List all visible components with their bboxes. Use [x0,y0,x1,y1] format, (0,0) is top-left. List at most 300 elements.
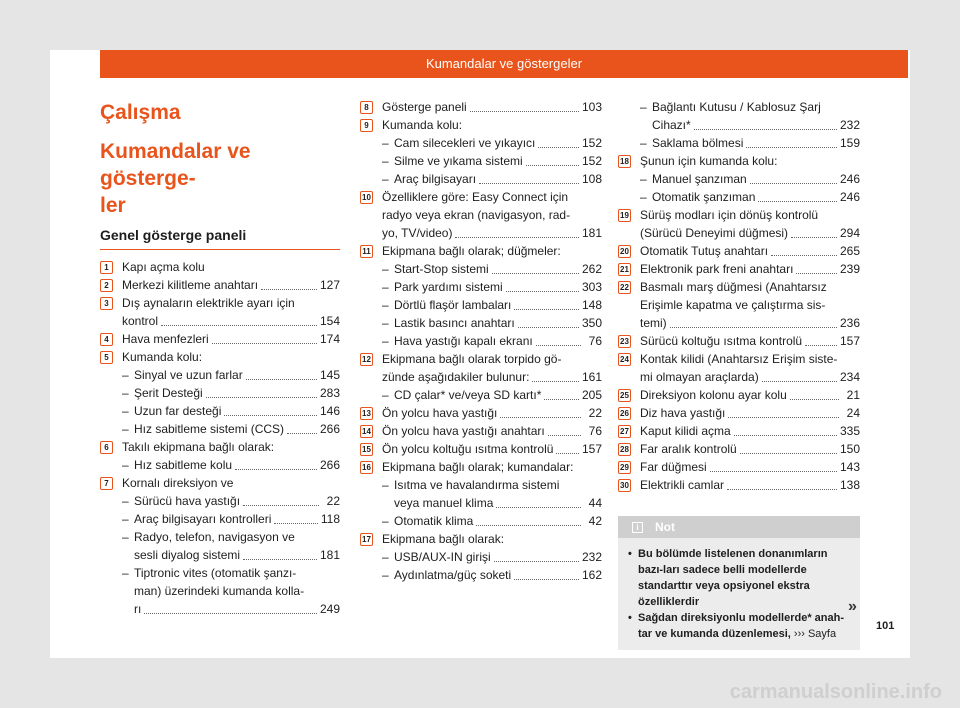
page-ref[interactable]: 232 [839,118,860,132]
entry-text: – Cam silecekleri ve yıkayıcı [394,136,536,150]
page-ref[interactable]: 239 [839,262,860,276]
entry-line [640,278,860,296]
dot-leader [235,469,317,470]
callout-number: 28 [618,443,631,456]
entry-line [394,386,602,404]
entry-line [134,564,340,582]
entry-line [394,548,602,566]
entry-text: – CD çalar* ve/veya SD kartı* [394,388,542,402]
entry-text: man) üzerindeki kumanda kolla- [134,584,305,598]
page-ref[interactable]: 303 [581,280,602,294]
page-ref[interactable]: 143 [839,460,860,474]
entry-text: Ekipmana bağlı olarak: [382,532,505,546]
entry-line [134,582,340,600]
page-ref[interactable]: 161 [581,370,602,384]
entry-line [394,152,602,170]
list-item [100,276,340,294]
entry-line [134,510,340,528]
entry-line [382,440,602,458]
entry-text: rı [134,602,142,616]
page-ref[interactable]: 118 [320,512,340,526]
entry-line [394,296,602,314]
note-body [618,538,860,650]
callout-number: 14 [360,425,373,438]
subsection-title: Genel gösterge paneli [100,225,340,250]
list-item [618,476,860,494]
entry-text: – Bağlantı Kutusu / Kablosuz Şarj [652,100,821,114]
dot-leader [144,613,317,614]
entry-line [382,224,602,242]
entry-text: – Şerit Desteği [134,386,203,400]
dot-leader [771,255,837,256]
entry-text: Merkezi kilitleme anahtarı [122,278,259,292]
entry-text: Dış aynaların elektrikle ayarı için [122,296,295,310]
callout-number: 9 [360,119,373,132]
list-item [618,206,860,242]
sub-item [122,528,340,564]
page-ref[interactable]: 21 [846,388,860,402]
dot-leader [274,523,317,524]
callout-number: 20 [618,245,631,258]
note-bullet [628,610,852,642]
dot-leader [514,579,579,580]
page-ref[interactable]: 146 [319,404,340,418]
entry-text: radyo veya ekran (navigasyon, rad- [382,208,571,222]
entry-line [652,116,860,134]
page-ref[interactable]: 335 [839,424,860,438]
entry-line [134,402,340,420]
entry-text: Takılı ekipmana bağlı olarak: [122,440,275,454]
note-header [618,516,860,538]
entry-line [134,546,340,564]
page-ref[interactable]: 266 [319,422,340,436]
entry-line [640,404,860,422]
entry-text: zünde aşağıdakiler bulunur: [382,370,530,384]
entry-line [382,422,602,440]
entry-text: Far düğmesi [640,460,707,474]
list-item [100,438,340,474]
callout-number: 25 [618,389,631,402]
sub-item [122,366,340,384]
entry-line [134,456,340,474]
entry-text: Sürüş modları için dönüş kontrolü [640,208,819,222]
entry-line [382,350,602,368]
page-ref[interactable]: 232 [581,550,602,564]
item-list [360,98,602,584]
sub-item [382,278,602,296]
entry-line [382,206,602,224]
dot-leader [746,147,837,148]
page-ref[interactable]: 236 [839,316,860,330]
entry-text: Ekipmana bağlı olarak; düğmeler: [382,244,561,258]
callout-number: 21 [618,263,631,276]
page-ref[interactable]: 157 [581,442,602,456]
entry-line [640,296,860,314]
callout-number: 26 [618,407,631,420]
column-left [100,100,340,618]
list-item [360,458,602,530]
entry-text: Kumanda kolu: [382,118,463,132]
page-ref[interactable]: 205 [581,388,602,402]
entry-line [382,242,602,260]
callout-number: 24 [618,353,631,366]
column-middle [360,98,602,584]
entry-line [652,98,860,116]
dot-leader [556,453,579,454]
entry-line [640,458,860,476]
chapter-title-line: ler [100,194,126,217]
dot-leader [536,345,581,346]
dot-leader [206,397,317,398]
dot-leader [479,183,579,184]
sub-item [382,152,602,170]
entry-text: Kornalı direksiyon ve [122,476,234,490]
callout-number: 29 [618,461,631,474]
sub-item [382,566,602,584]
entry-text: – Hava yastığı kapalı ekranı [394,334,533,348]
list-item [618,386,860,404]
chapter-title [100,138,340,219]
entry-text: – Dörtlü flaşör lambaları [394,298,512,312]
entry-line [640,260,860,278]
callout-number: 22 [618,281,631,294]
entry-line [122,438,340,456]
entry-line [122,330,340,348]
continue-arrow-icon: » [848,598,857,615]
page-ref[interactable]: 246 [839,190,860,204]
entry-text: temi) [640,316,667,330]
entry-text: – Park yardımı sistemi [394,280,503,294]
list-item [618,404,860,422]
entry-text: (Sürücü Deneyimi düğmesi) [640,226,789,240]
entry-text: Kaput kilidi açma [640,424,731,438]
dot-leader [287,433,317,434]
dot-leader [796,273,837,274]
dot-leader [494,561,579,562]
entry-text: Kontak kilidi (Anahtarsız Erişim siste- [640,352,838,366]
entry-line [394,332,602,350]
entry-line [122,348,340,366]
dot-leader [790,399,839,400]
entry-text: Özelliklere göre: Easy Connect için [382,190,569,204]
dot-leader [538,147,579,148]
callout-number: 27 [618,425,631,438]
entry-line [382,404,602,422]
entry-line [394,476,602,494]
list-item [618,332,860,350]
list-item [100,348,340,438]
dot-leader [492,273,579,274]
page-ref[interactable]: 76 [588,334,602,348]
callout-number: 18 [618,155,631,168]
callout-number: 6 [100,441,113,454]
entry-line [640,242,860,260]
page-ref[interactable]: 174 [319,332,340,346]
callout-number: 19 [618,209,631,222]
page-ref[interactable]: 44 [588,496,602,510]
entry-line [382,530,602,548]
entry-line [134,600,340,618]
entry-text: veya manuel klima [394,496,494,510]
callout-number: 23 [618,335,631,348]
list-item [618,422,860,440]
list-item [618,440,860,458]
sub-item [122,420,340,438]
sub-item [122,510,340,528]
entry-line [640,476,860,494]
entry-text: Ön yolcu hava yastığı anahtarı [382,424,545,438]
page-ref[interactable]: 138 [839,478,860,492]
manual-page [50,50,910,658]
entry-line [134,492,340,510]
entry-text: – Uzun far desteği [134,404,222,418]
callout-number: 16 [360,461,373,474]
page-ref[interactable]: 127 [319,278,340,292]
entry-text: Kapı açma kolu [122,260,205,274]
list-item [360,98,602,116]
page-ref[interactable]: 262 [581,262,602,276]
list-item [618,458,860,476]
page-ref[interactable]: 265 [839,244,860,258]
entry-line [382,188,602,206]
page-ref[interactable]: 22 [588,406,602,420]
entry-text: – Otomatik klima [394,514,474,528]
sub-item [122,402,340,420]
callout-number: 7 [100,477,113,490]
page-ref[interactable]: 148 [581,298,602,312]
dot-leader [762,381,837,382]
sub-item [382,314,602,332]
note-bullet: • Bu bölümde listelenen donanımların bazı-ları sadece belli modellerde standarttır veya opsiyonel ekstra özelliklerdir [628,546,852,610]
entry-text: Elektronik park freni anahtarı [640,262,794,276]
dot-leader [514,309,579,310]
entry-text: Otomatik Tutuş anahtarı [640,244,769,258]
dot-leader [212,343,317,344]
entry-text: – Start-Stop sistemi [394,262,489,276]
callout-number: 30 [618,479,631,492]
page-ref[interactable]: 154 [319,314,340,328]
entry-text: sesli diyalog sistemi [134,548,241,562]
entry-line [134,384,340,402]
sub-item [382,332,602,350]
dot-leader [694,129,837,130]
entry-line [394,134,602,152]
entry-line [640,368,860,386]
dot-leader [470,111,579,112]
page-ref[interactable]: 152 [581,136,602,150]
entry-text: Ön yolcu koltuğu ısıtma kontrolü [382,442,554,456]
page-ref[interactable]: 152 [581,154,602,168]
list-item [100,294,340,330]
page-ref[interactable]: 294 [839,226,860,240]
dot-leader [506,291,579,292]
dot-leader [496,507,581,508]
entry-text: Şunun için kumanda kolu: [640,154,778,168]
callout-number: 11 [360,245,373,258]
dot-leader [243,559,317,560]
list-item [100,474,340,618]
entry-text: Elektrikli camlar [640,478,725,492]
entry-text: – Isıtma ve havalandırma sistemi [394,478,560,492]
list-item [360,116,602,188]
page-ref[interactable]: 145 [319,368,340,382]
entry-text: – Manuel şanzıman [652,172,747,186]
list-item [360,440,602,458]
sub-item [382,548,602,566]
dot-leader [728,417,839,418]
entry-line [122,474,340,492]
dot-leader [518,327,579,328]
entry-text: Sürücü koltuğu ısıtma kontrolü [640,334,803,348]
column-right [618,98,860,494]
sub-item [640,98,860,134]
dot-leader [750,183,837,184]
callout-number: 3 [100,297,113,310]
callout-number: 15 [360,443,373,456]
entry-line [394,314,602,332]
entry-line [652,170,860,188]
dot-leader [224,415,317,416]
page-ref[interactable]: 246 [839,172,860,186]
entry-text: – Araç bilgisayarı kontrolleri [134,512,272,526]
page-ref[interactable]: 249 [319,602,340,616]
dot-leader [246,379,317,380]
entry-line [652,134,860,152]
entry-text: Ön yolcu hava yastığı [382,406,498,420]
entry-text: – Araç bilgisayarı [394,172,477,186]
dot-leader [670,327,837,328]
entry-text: – Sürücü hava yastığı [134,494,241,508]
entry-text: Far aralık kontrolü [640,442,737,456]
entry-line [122,276,340,294]
entry-text: Direksiyon kolonu ayar kolu [640,388,787,402]
page-ref[interactable]: 159 [839,136,860,150]
callout-number: 5 [100,351,113,364]
entry-text: Ekipmana bağlı olarak torpido gö- [382,352,562,366]
entry-line [394,170,602,188]
page-number: 101 [876,620,895,632]
sub-item [640,170,860,188]
page-ref[interactable]: 76 [588,424,602,438]
page-ref[interactable]: 181 [581,226,602,240]
page-ref[interactable]: 162 [581,568,602,582]
page-ref[interactable]: 234 [839,370,860,384]
list-item [618,260,860,278]
page-ref[interactable]: 283 [319,386,340,400]
entry-text: – Hız sabitleme kolu [134,458,233,472]
dot-leader [805,345,837,346]
entry-text: yo, TV/video) [382,226,453,240]
entry-text: Ekipmana bağlı olarak; kumandalar: [382,460,574,474]
entry-line [134,528,340,546]
entry-line [640,350,860,368]
callout-number: 12 [360,353,373,366]
sub-item [122,564,340,618]
list-item [618,242,860,260]
list-item [618,152,860,206]
sub-item [382,170,602,188]
list-item [618,350,860,386]
entry-line [382,116,602,134]
dot-leader [740,453,837,454]
entry-line [640,206,860,224]
dot-leader [243,505,319,506]
entry-line [394,566,602,584]
entry-line [122,294,340,312]
sub-item [382,476,602,512]
dot-leader [526,165,579,166]
callout-number: 13 [360,407,373,420]
page-ref[interactable]: 22 [326,494,340,508]
sub-item [122,384,340,402]
sub-item [382,296,602,314]
entry-line [394,494,602,512]
entry-line [394,278,602,296]
entry-line [640,422,860,440]
dot-leader [500,417,581,418]
dot-leader [532,381,579,382]
page-ref[interactable]: 266 [319,458,340,472]
entry-line [640,224,860,242]
sub-item [382,260,602,278]
entry-text: – Hız sabitleme sistemi (CCS) [134,422,285,436]
list-item [360,530,602,584]
dot-leader [476,525,581,526]
dot-leader [727,489,837,490]
list-item [100,258,340,276]
page-ref[interactable]: 108 [581,172,602,186]
page-ref[interactable]: 103 [581,100,602,114]
chapter-title-line: Kumandalar ve gösterge- [100,140,251,190]
entry-line [640,314,860,332]
dot-leader [791,237,837,238]
entry-text: Gösterge paneli [382,100,467,114]
sub-item [640,134,860,152]
list-item [100,330,340,348]
info-icon: i [632,522,643,533]
entry-text: – Sinyal ve uzun farlar [134,368,243,382]
page-reference-link[interactable]: ››› Sayfa [793,628,837,640]
entry-line [134,420,340,438]
item-list [100,258,340,618]
dot-leader [758,201,837,202]
dot-leader [710,471,837,472]
sub-item [382,512,602,530]
dot-leader [261,289,317,290]
page-ref[interactable]: 350 [581,316,602,330]
item-list [618,98,860,494]
section-title: Çalışma [100,101,181,124]
entry-text: kontrol [122,314,159,328]
page-ref[interactable]: 42 [588,514,602,528]
callout-number: 1 [100,261,113,274]
page-ref[interactable]: 157 [839,334,860,348]
entry-text: Erişimle kapatma ve çalıştırma sis- [640,298,826,312]
entry-text: – Lastik basıncı anahtarı [394,316,515,330]
list-item [360,242,602,350]
entry-text: Hava menfezleri [122,332,209,346]
list-item [360,404,602,422]
page-ref[interactable]: 150 [839,442,860,456]
callout-number: 17 [360,533,373,546]
callout-number: 10 [360,191,373,204]
dot-leader [548,435,581,436]
entry-line [394,512,602,530]
sub-item [382,386,602,404]
page-ref[interactable]: 24 [846,406,860,420]
page-ref[interactable]: 181 [319,548,340,562]
note-box [618,516,860,650]
